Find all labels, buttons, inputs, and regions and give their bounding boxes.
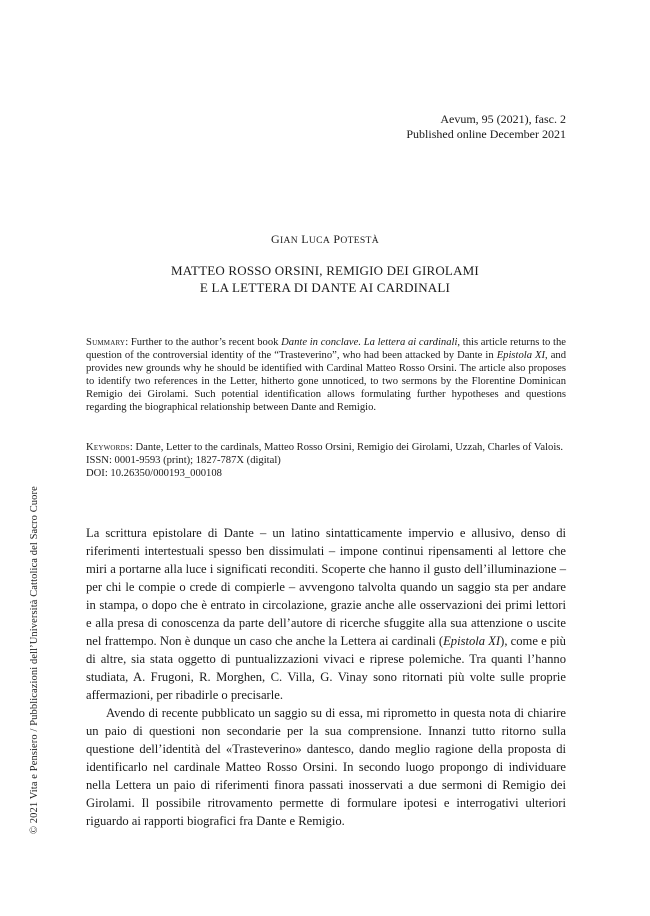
copyright-side-note: © 2021 Vita e Pensiero / Pubblicazioni dell’Università Cattolica del Sacro Cuore [29, 486, 40, 834]
book-title: Dante in conclave. La lettera ai cardinali [281, 337, 458, 348]
summary-label: Summary [86, 337, 126, 348]
article-body [86, 524, 566, 830]
epistola-reference: Epistola XI [496, 350, 546, 361]
body-paragraph-2: Avendo di recente pubblicato un saggio su di essa, mi riprometto in questa nota di chiarire un paio di questioni non secondarie per la sua comprensione. Innanzi tutto ritorno sulla questione dell’identità del «Trasteverino» dantesco, dando meglio ragione della proposta di identificarlo nel cardinale Matteo Rosso Orsini. In secondo luogo propongo di individuare nella Lettera un paio di riferimenti finora passati inosservati a due sermoni di Remigio dei Girolami. Il possibile ritrovamento permette di formulare ipotesi e interrogativi ulteriori riguardo ai rapporti biografici fra Dante e Remigio. [86, 706, 566, 828]
doi: DOI: 10.26350/000193_000108 [86, 468, 222, 479]
journal-citation: Aevum, 95 (2021), fasc. 2 [440, 112, 566, 126]
issn: ISSN: 0001-9593 (print); 1827-787X (digital) [86, 455, 281, 466]
body-paragraph-1: La scrittura epistolare di Dante – un latino sintatticamente impervio e allusivo, denso di riferimenti intertestuali spesso ben dissimulati – impone continui ripensamenti al lettore che miri a portarne alla luce i significati reconditi. Scoperte che hanno il gusto dell’illuminazione – per chi le compie o crede di compierle – avvengono talvolta quando un saggio sta per andare in stampa, o dopo che è entrato in circolazione, grazie anche alle osservazioni dei primi lettori e alla presa di conoscenza da parte dell’autore di ricerche sfuggite alla sua attenzione o uscite nel frattempo. Non è dunque un caso che anche la Lettera ai cardinali (Epistola XI), come e più di altre, sia stata oggetto di puntualizzazioni vivaci e riprese polemiche. Tra quanti l’hanno studiata, A. Frugoni, R. Morghen, C. Villa, G. Vinay sono ritornati più volte sulle proprie affermazioni, per ribadirle o precisarle. [86, 526, 566, 702]
publication-date: Published online December 2021 [406, 127, 566, 141]
title-line-2: E LA LETTERA DI DANTE AI CARDINALI [199, 280, 451, 295]
keywords-label: Keywords [86, 442, 130, 453]
keywords: Keywords: Dante, Letter to the cardinals, Matteo Rosso Orsini, Remigio dei Girolami, Uzzah, Charles of Valois. [86, 442, 564, 453]
author-name: GIAN LUCA POTESTÀ [271, 232, 379, 246]
article-metadata [86, 441, 566, 480]
title-line-1: MATTEO ROSSO ORSINI, REMIGIO DEI GIROLAMI [171, 263, 479, 278]
summary-abstract: Summary: Further to the author’s recent book Dante in conclave. La lettera ai cardinali, this article returns to the question of the controversial identity of the “Trasteverino”, who had been attacked by Dante in Epistola XI, and provides new grounds why he should be identified with Cardinal Matteo Rosso Orsini. The article also proposes to identify two references in the Letter, hitherto gone unnoticed, to two sermons by the Florentine Dominican Remigio dei Girolami. Such potential identification allows formulating further hypotheses and questions regarding the biographical relationship between Dante and Remigio. [86, 337, 567, 413]
article-title [0, 262, 650, 296]
journal-header [406, 112, 566, 142]
